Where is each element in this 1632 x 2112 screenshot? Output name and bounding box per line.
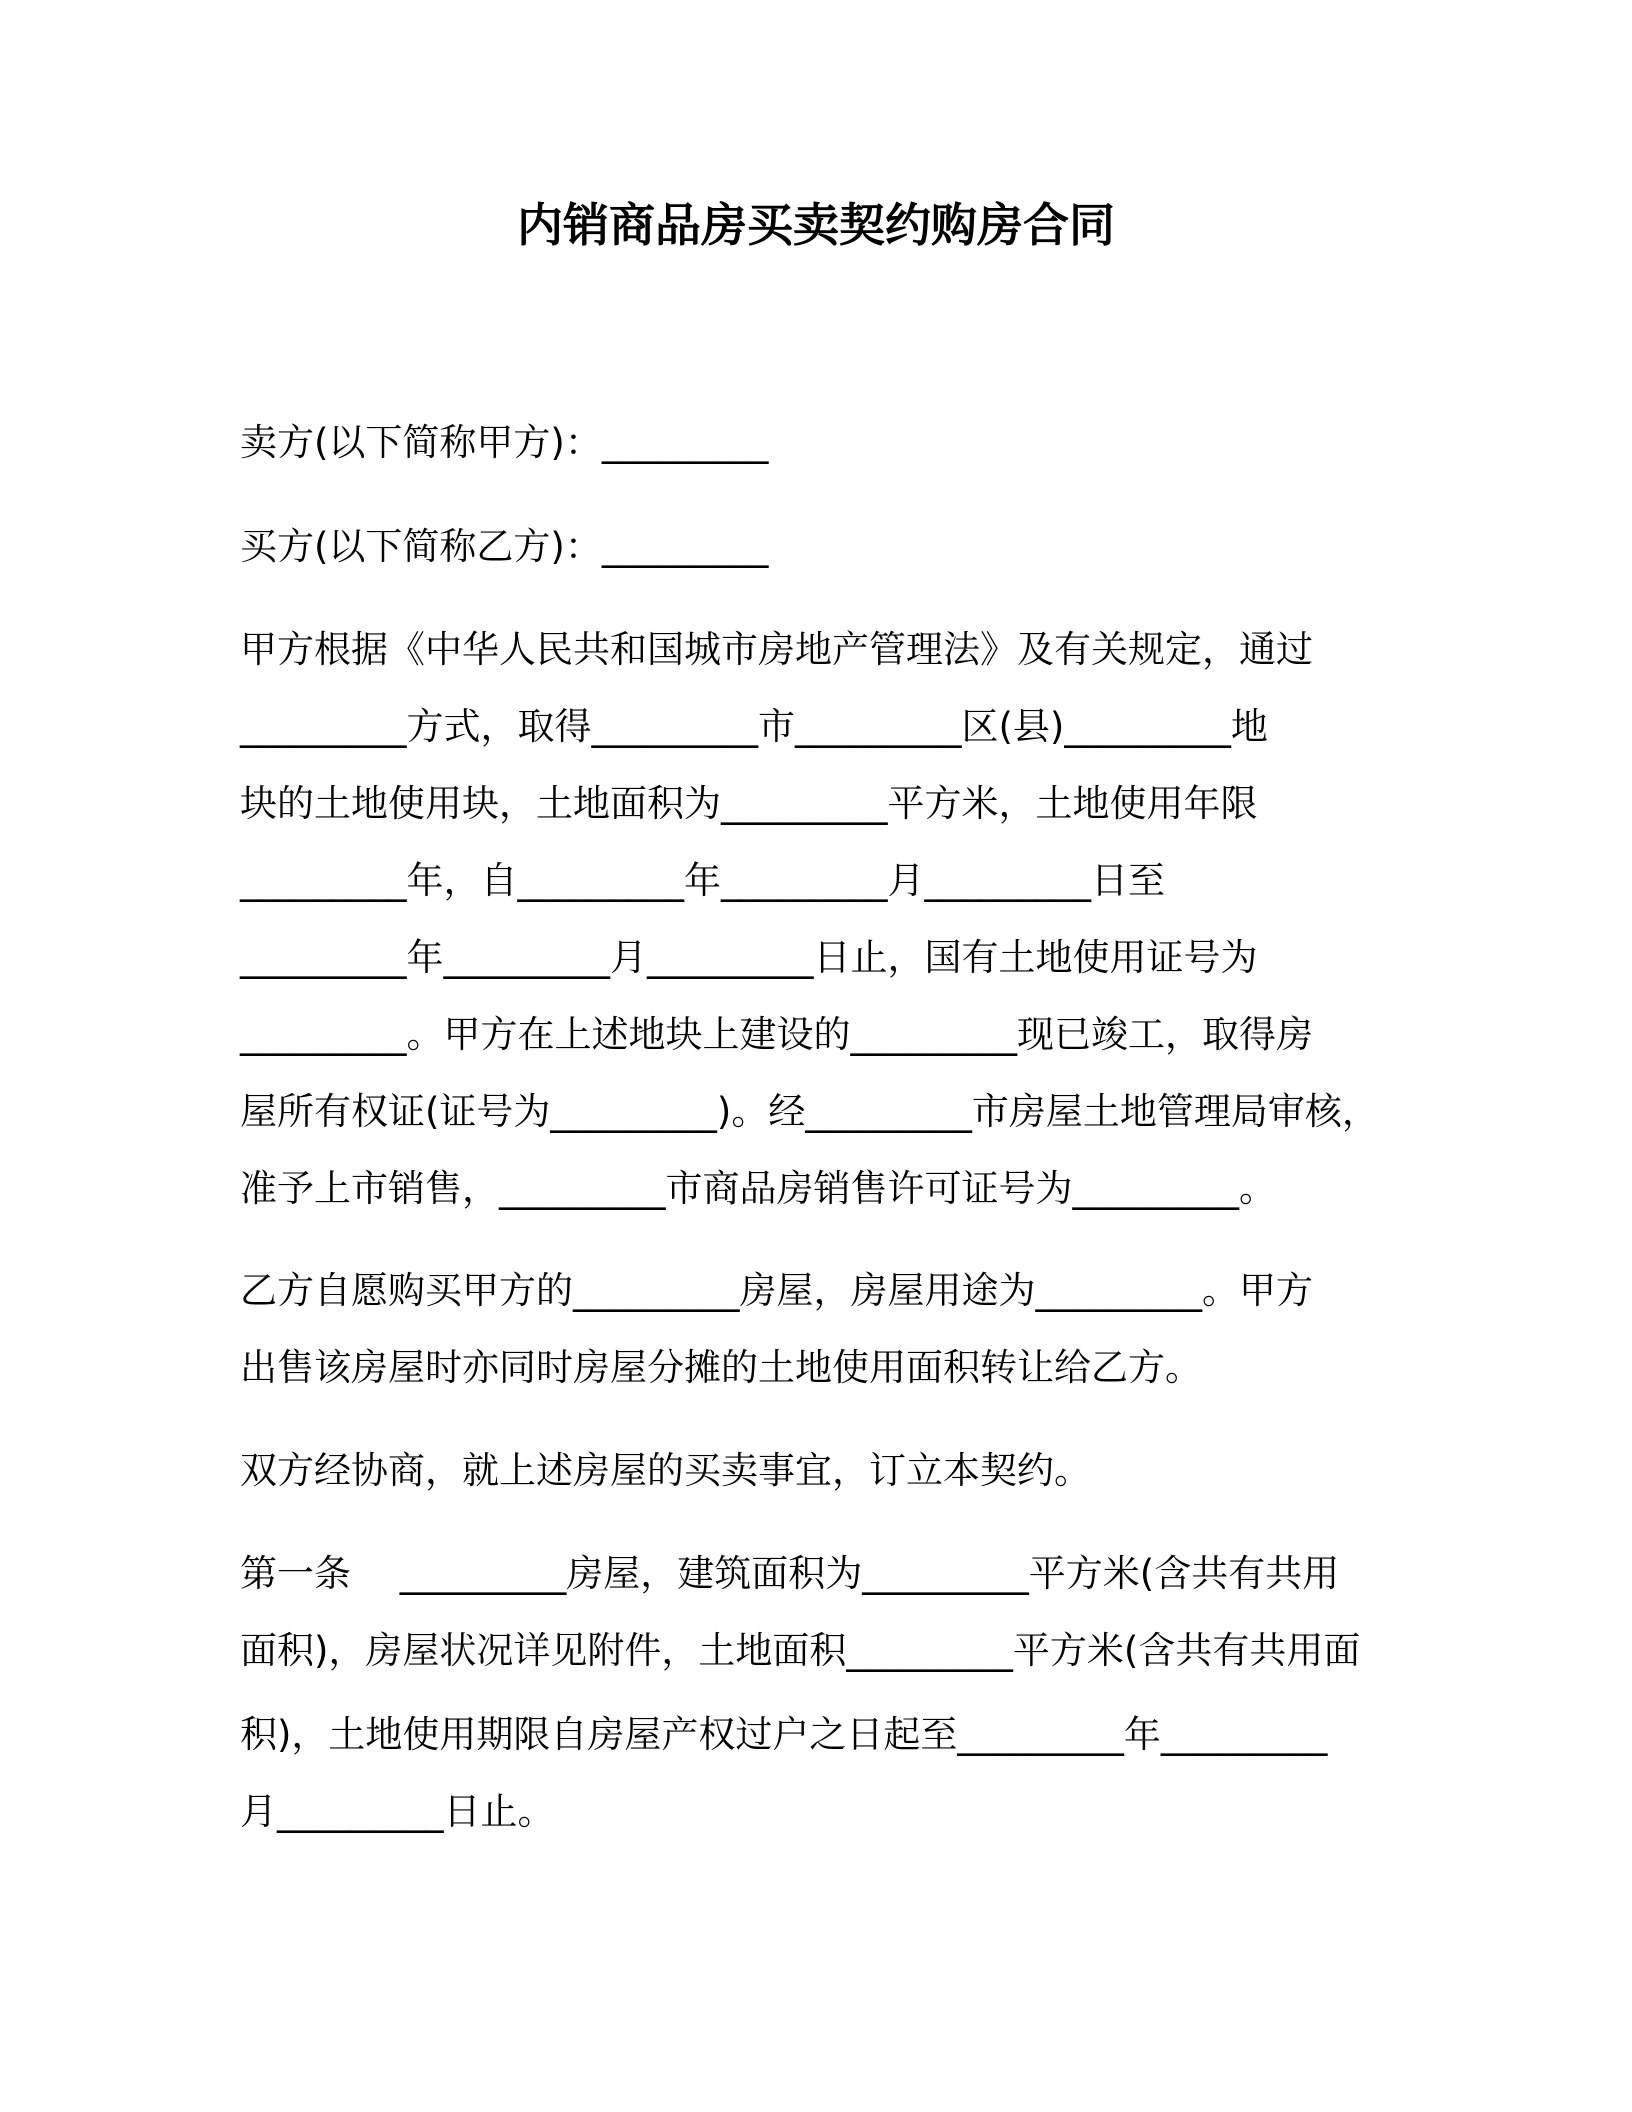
paragraph-line: _________年，自_________年_________月_________日至 bbox=[240, 859, 1165, 902]
buyer-line: 买方(以下简称乙方)：_________ bbox=[240, 525, 769, 568]
seller-line: 卖方(以下简称甲方)：_________ bbox=[240, 421, 769, 464]
paragraph-line: _________。甲方在上述地块上建设的_________现已竣工，取得房 bbox=[240, 1013, 1313, 1056]
article-line: 面积)，房屋状况详见附件，土地面积_________平方米(含共有共用面 bbox=[240, 1629, 1361, 1672]
article-line: 第一条 _________房屋，建筑面积为_________平方米(含共有共用 bbox=[240, 1552, 1340, 1595]
paragraph-line: 双方经协商，就上述房屋的买卖事宜，订立本契约。 bbox=[240, 1449, 1091, 1492]
document-title: 内销商品房买卖契约购房合同 bbox=[517, 198, 1115, 252]
paragraph-line: 出售该房屋时亦同时房屋分摊的土地使用面积转让给乙方。 bbox=[240, 1346, 1202, 1389]
paragraph-line: _________方式，取得_________市_________区(县)_________地 bbox=[240, 705, 1268, 748]
article-line: 积)，土地使用期限自房屋产权过户之日起至_________年_________ bbox=[240, 1713, 1328, 1756]
paragraph-line: 块的土地使用块，土地面积为_________平方米，土地使用年限 bbox=[240, 782, 1258, 825]
paragraph-line: 屋所有权证(证号为_________)。经_________市房屋土地管理局审核， bbox=[240, 1090, 1379, 1133]
paragraph-line: 甲方根据《中华人民共和国城市房地产管理法》及有关规定，通过 bbox=[240, 628, 1313, 671]
paragraph-line: 准予上市销售，_________市商品房销售许可证号为_________。 bbox=[240, 1167, 1276, 1210]
article-line: 月_________日止。 bbox=[240, 1790, 555, 1833]
paragraph-line: _________年_________月_________日止，国有土地使用证号为 bbox=[240, 936, 1258, 979]
paragraph-line: 乙方自愿购买甲方的_________房屋，房屋用途为_________。甲方 bbox=[240, 1269, 1313, 1312]
